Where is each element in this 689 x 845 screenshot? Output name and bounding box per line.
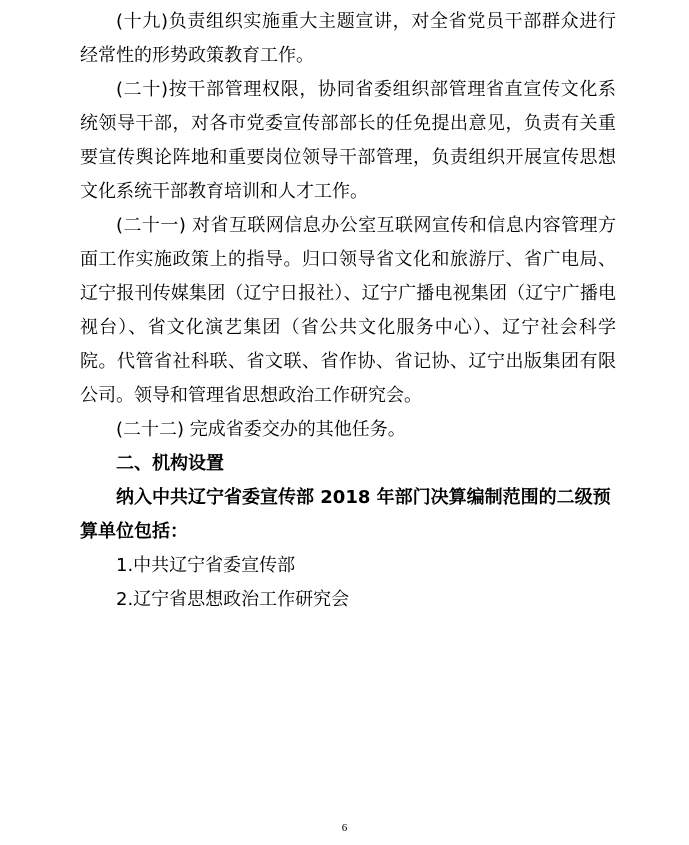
unit-item-2: 2.辽宁省思想政治工作研究会: [116, 589, 350, 610]
document-body: [80, 5, 616, 617]
section-heading: 二、机构设置: [116, 453, 224, 474]
unit-item-1: 1.中共辽宁省委宣传部: [116, 555, 296, 576]
paragraph-twenty-two: (二十二) 完成省委交办的其他任务。: [116, 419, 406, 440]
units-intro: 纳入中共辽宁省委宣传部 2018 年部门决算编制范围的二级预算单位包括：: [80, 487, 611, 542]
paragraph-twenty: (二十)按干部管理权限，协同省委组织部管理省直宣传文化系统领导干部，对各市党委宣传部部长的任免提出意见，负责有关重要宣传舆论阵地和重要岗位领导干部管理，负责组织开展宣传思想文化系统干部教育培训和人才工作。: [80, 79, 616, 202]
paragraph-nineteen: (十九)负责组织实施重大主题宣讲，对全省党员干部群众进行经常性的形势政策教育工作。: [80, 11, 616, 66]
page-number: 6: [341, 822, 348, 834]
paragraph-twenty-one: (二十一) 对省互联网信息办公室互联网宣传和信息内容管理方面工作实施政策上的指导。归口领导省文化和旅游厅、省广电局、辽宁报刊传媒集团（辽宁日报社）、辽宁广播电视集团（辽宁广播电视台）、省文化演艺集团（省公共文化服务中心）、辽宁社会科学院。代管省社科联、省文联、省作协、省记协、辽宁出版集团有限公司。领导和管理省思想政治工作研究会。: [80, 215, 616, 406]
